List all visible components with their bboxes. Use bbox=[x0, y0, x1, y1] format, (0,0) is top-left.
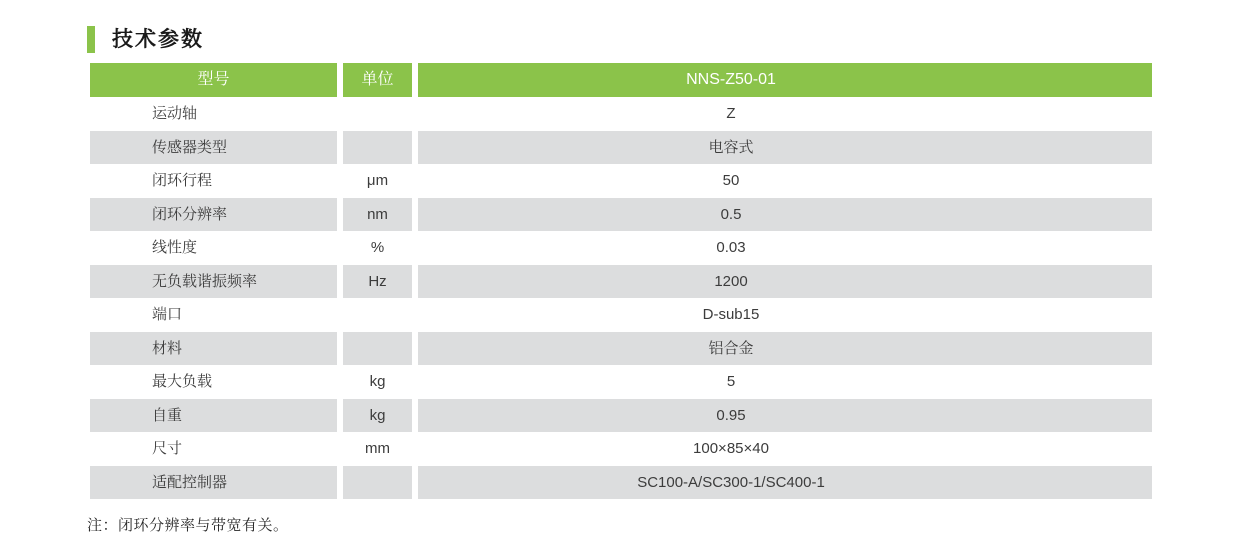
spec-unit: mm bbox=[365, 440, 390, 457]
spec-label: 无负载谐振频率 bbox=[90, 265, 337, 299]
table-row bbox=[90, 164, 1152, 198]
spec-label: 适配控制器 bbox=[90, 466, 337, 500]
spec-label: 最大负载 bbox=[152, 373, 213, 390]
table-row bbox=[90, 365, 1152, 399]
spec-value: 电容式 bbox=[418, 131, 1152, 165]
spec-unit: nm bbox=[343, 198, 412, 232]
spec-value: 0.5 bbox=[418, 198, 1152, 232]
table-header-row bbox=[90, 63, 1152, 97]
footnote: 注：闭环分辨率与带宽有关。 bbox=[87, 517, 289, 534]
section-title-row bbox=[87, 26, 204, 53]
spec-unit: kg bbox=[369, 373, 386, 390]
table-row bbox=[90, 97, 1152, 131]
spec-label: 运动轴 bbox=[152, 105, 198, 122]
spec-label: 材料 bbox=[90, 332, 337, 366]
spec-label: 尺寸 bbox=[152, 440, 183, 457]
spec-unit: Hz bbox=[343, 265, 412, 299]
table-row bbox=[90, 298, 1152, 332]
spec-table bbox=[90, 63, 1152, 499]
title-accent-bar bbox=[87, 26, 95, 53]
table-row bbox=[90, 131, 1152, 165]
table-row bbox=[90, 198, 1152, 232]
header-model: 型号 bbox=[90, 63, 337, 97]
table-row bbox=[90, 399, 1152, 433]
spec-label: 闭环行程 bbox=[152, 172, 213, 189]
spec-value: Z bbox=[726, 105, 736, 122]
spec-value: SC100-A/SC300-1/SC400-1 bbox=[418, 466, 1152, 500]
spec-value: D-sub15 bbox=[702, 306, 760, 323]
header-unit: 单位 bbox=[343, 63, 412, 97]
spec-unit: % bbox=[370, 239, 385, 256]
spec-value: 1200 bbox=[418, 265, 1152, 299]
spec-unit bbox=[343, 131, 412, 165]
header-model-value: NNS-Z50-01 bbox=[418, 63, 1152, 97]
spec-unit bbox=[343, 466, 412, 500]
spec-value: 100×85×40 bbox=[693, 440, 769, 457]
spec-value: 铝合金 bbox=[418, 332, 1152, 366]
spec-value: 5 bbox=[726, 373, 736, 390]
spec-label: 端口 bbox=[152, 306, 183, 323]
page-title: 技术参数 bbox=[112, 28, 204, 51]
spec-unit bbox=[343, 97, 412, 131]
spec-label: 传感器类型 bbox=[90, 131, 337, 165]
table-row bbox=[90, 432, 1152, 466]
spec-value: 0.95 bbox=[418, 399, 1152, 433]
spec-unit: μm bbox=[366, 172, 389, 189]
spec-value: 50 bbox=[722, 172, 740, 189]
spec-unit bbox=[343, 332, 412, 366]
spec-unit: kg bbox=[343, 399, 412, 433]
table-row bbox=[90, 466, 1152, 500]
table-row bbox=[90, 332, 1152, 366]
spec-label: 闭环分辨率 bbox=[90, 198, 337, 232]
spec-unit bbox=[343, 298, 412, 332]
spec-label: 线性度 bbox=[152, 239, 198, 256]
table-row bbox=[90, 231, 1152, 265]
spec-value: 0.03 bbox=[716, 239, 746, 256]
table-row bbox=[90, 265, 1152, 299]
spec-label: 自重 bbox=[90, 399, 337, 433]
